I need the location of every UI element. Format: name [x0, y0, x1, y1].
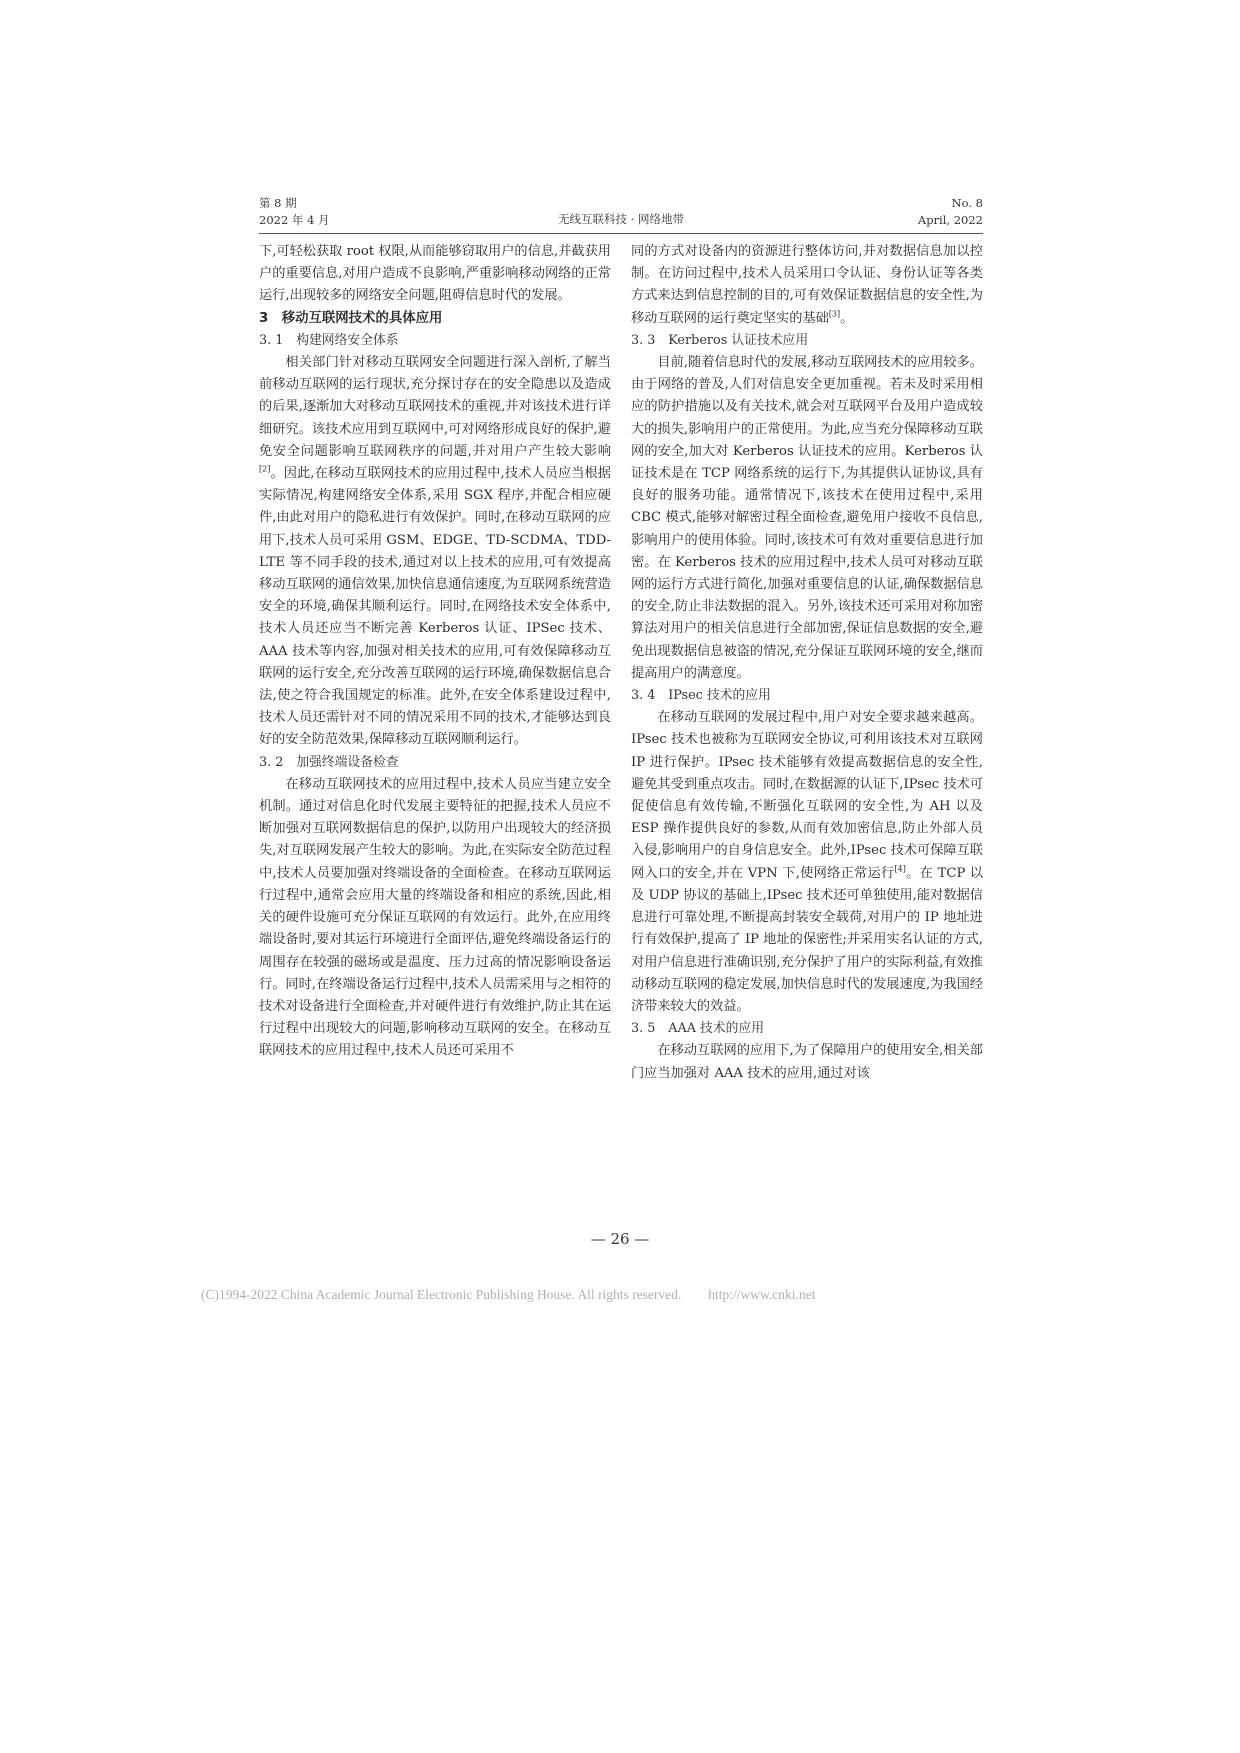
citation-ref: [4] [894, 864, 906, 874]
subsection-heading [259, 752, 611, 774]
header-right [918, 195, 983, 229]
journal-name: 无线互联科技 · 网络地带 [558, 212, 684, 226]
paragraph [631, 1040, 983, 1084]
text: 。 [840, 310, 854, 326]
left-column [259, 241, 611, 1231]
running-header [259, 195, 983, 231]
subsection-heading [259, 330, 611, 352]
text: 下,可轻松获取 root 权限,从而能够窃取用户的信息,并截获用户的重要信息,对用户造成不良影响,严重影响移动网络的正常运行,出现较多的网络安全问题,阻碍信息时代的发展。 [259, 244, 611, 304]
text: 在移动互联网技术的应用过程中,技术人员应当建立安全机制。通过对信息化时代发展主要特征的把握,技术人员应不断加强对互联网数据信息的保护,以防用户出现较大的经济损失,对互联网发展产生较大的影响。为此,在实际安全防范过程中,技术人员要加强对终端设备的全面检查。在移动互联网运行过程中,通常会应用大量的终端设备和相应的系统,因此,相关的硬件设施可充分保证互联网的有效运行。此外,在应用终端设备时,要对其运行环境进行全面评估,避免终端设备运行的周围存在较强的磁场或是温度、压力过高的情况影响设备运行。同时,在终端设备运行过程中,技术人员需采用与之相符的技术对设备进行全面检查,并对硬件进行有效维护,防止其在运行过程中出现较大的问题,影响移动互联网的安全。在移动互联网技术的应用过程中,技术人员还可采用不 [259, 776, 611, 1059]
paragraph [259, 774, 611, 1063]
paragraph [631, 241, 983, 330]
text: 3. 2 加强终端设备检查 [259, 754, 399, 770]
text: 3. 1 构建网络安全体系 [259, 332, 399, 348]
text: 同的方式对设备内的资源进行整体访问,并对数据信息加以控制。在访问过程中,技术人员采用口令认证、身份认证等各类方式来达到信息控制的目的,可有效保证数据信息的安全性,为移动互联网的运行奠定坚实的基础 [631, 244, 983, 326]
text: 3. 3 Kerberos 认证技术应用 [631, 332, 809, 348]
citation-ref: [2] [259, 464, 271, 474]
text: 相关部门针对移动互联网安全问题进行深入剖析,了解当前移动互联网的运行现状,充分探讨存在的安全隐患以及造成的后果,逐渐加大对移动互联网技术的重视,并对该技术进行详细研究。该技术应用到互联网中,可对网络形成良好的保护,避免安全问题影响互联网秩序的问题,并对用户产生较大影响 [259, 355, 611, 459]
paragraph [631, 707, 983, 1018]
text: 3 移动互联网技术的具体应用 [259, 310, 443, 326]
right-column [631, 241, 983, 1231]
text: 。在 TCP 以及 UDP 协议的基础上,IPsec 技术还可单独使用,能对数据信息进行可靠处理,不断提高封装安全载荷,对用户的 IP 地址进行有效保护,提高了 IP 地址的保密性;并采用实名认证的方式,对用户信息进行准确识别,充分保护了用户的实际利益,有效推动移动互联网的稳定发展,加快信息时代的发展速度,为我国经济带来较大的效益。 [631, 865, 983, 1014]
paragraph [259, 352, 611, 752]
text: 在移动互联网的应用下,为了保障用户的使用安全,相关部门应当加强对 AAA 技术的应用,通过对该 [631, 1043, 983, 1081]
paragraph [259, 241, 611, 308]
date-en: April, 2022 [917, 213, 983, 227]
text: 3. 5 AAA 技术的应用 [631, 1021, 764, 1037]
section-heading [259, 308, 611, 330]
header-rule [259, 233, 983, 234]
paragraph [631, 352, 983, 685]
subsection-heading [631, 685, 983, 707]
text: 在移动互联网的发展过程中,用户对安全要求越来越高。IPsec 技术也被称为互联网安全协议,可利用该技术对互联网 IP 进行保护。IPsec 技术能够有效提高数据信息的安全性,避免其受到重点攻击。同时,在数据源的认证下,IPsec 技术可促使信息有效传输,不断强化互联网的安全性,为 AH 以及 ESP 操作提供良好的参数,从而有效加密信息,防止外部人员入侵,影响用户的自身信息安全。此外,IPsec 技术可保障互联网入口的安全,并在 VPN 下,使网络正常运行 [631, 710, 983, 881]
date-cn: 2022 年 4 月 [259, 213, 330, 227]
issue-en: No. 8 [951, 196, 983, 210]
issue-cn: 第 8 期 [259, 196, 297, 210]
page-number: — 26 — [590, 1230, 650, 1248]
citation-ref: [3] [828, 309, 841, 319]
text: 。因此,在移动互联网技术的应用过程中,技术人员应当根据实际情况,构建网络安全体系,采用 SGX 程序,并配合相应硬件,由此对用户的隐私进行有效保护。同时,在移动互联网的应用下,技术人员可采用 GSM、EDGE、TD-SCDMA、TDD-LTE 等不同手段的技术,通过对以上技术的应用,可有效提高移动互联网的通信效果,加快信息通信速度,为互联网系统营造安全的环境,确保其顺利运行。同时,在网络技术安全体系中,技术人员还应当不断完善 Kerberos 认证、IPSec 技术、AAA 技术等内容,加强对相关技术的应用,可有效保障移动互联网的运行安全,充分改善互联网的运行环境,确保数据信息合法,使之符合我国规定的标准。此外,在安全体系建设过程中,技术人员还需针对不同的情况采用不同的技术,才能够达到良好的安全防范效果,保障移动互联网顺利运行。 [259, 466, 611, 748]
subsection-heading [631, 1018, 983, 1040]
text: 目前,随着信息时代的发展,移动互联网技术的应用较多。由于网络的普及,人们对信息安全更加重视。若未及时采用相应的防护措施以及有关技术,就会对互联网平台及用户造成较大的损失,影响用户的正常使用。为此,应当充分保障移动互联网的安全,加大对 Kerberos 认证技术的应用。Kerberos 认证技术是在 TCP 网络系统的运行下,为其提供认证协议,具有良好的服务功能。通常情况下,该技术在使用过程中,采用 CBC 模式,能够对解密过程全面检查,避免用户接收不良信息,影响用户的使用体验。同时,该技术可有效对重要信息进行加密。在 Kerberos 技术的应用过程中,技术人员可对移动互联网的运行方式进行简化,加强对重要信息的认证,确保数据信息的安全,防止非法数据的混入。另外,该技术还可采用对称加密算法对用户的相关信息进行全部加密,保证信息数据的安全,避免出现数据信息被盗的情况,充分保证互联网环境的安全,继而提高用户的满意度。 [631, 355, 983, 681]
copyright-footer: (C)1994-2022 China Academic Journal Electronic Publishing House. All rights reserved. http://www.cnki.net [201, 1287, 816, 1302]
subsection-heading [631, 330, 983, 352]
text: 3. 4 IPsec 技术的应用 [631, 688, 771, 704]
